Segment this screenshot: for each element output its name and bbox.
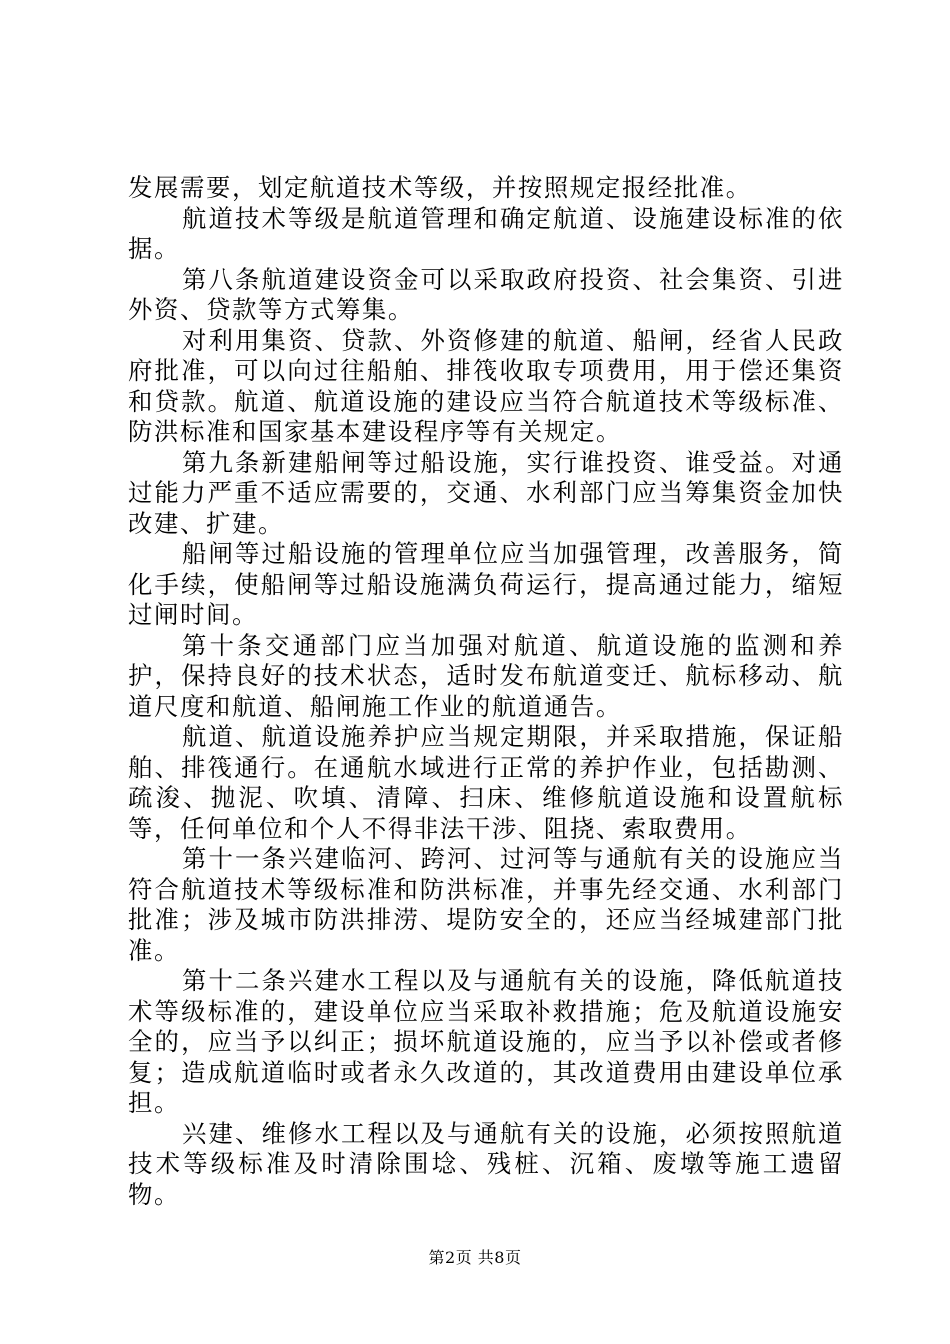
paragraph-2: 航道技术等级是航道管理和确定航道、设施建设标准的依据。 xyxy=(128,203,844,263)
paragraph-8: 航道、航道设施养护应当规定期限，并采取措施，保证船舶、排筏通行。在通航水域进行正常的养护作业，包括勘测、疏浚、抛泥、吹填、清障、扫床、维修航道设施和设置航标等，任何单位和个人不得非法干涉、阻挠、索取费用。 xyxy=(128,722,844,843)
page-number-label: 第2页 共8页 xyxy=(428,1248,522,1267)
paragraph-4: 对利用集资、贷款、外资修建的航道、船闸，经省人民政府批准，可以向过往船舶、排筏收取专项费用，用于偿还集资和贷款。航道、航道设施的建设应当符合航道技术等级标准、防洪标准和国家基本建设程序等有关规定。 xyxy=(128,325,844,446)
paragraph-1: 发展需要，划定航道技术等级，并按照规定报经批准。 xyxy=(128,173,752,202)
paragraph-6: 船闸等过船设施的管理单位应当加强管理，改善服务，简化手续，使船闸等过船设施满负荷运行，提高通过能力，缩短过闸时间。 xyxy=(128,539,844,629)
paragraph-11: 兴建、维修水工程以及与通航有关的设施，必须按照航道技术等级标准及时清除围埝、残桩、沉箱、废墩等施工遗留物。 xyxy=(128,1118,844,1209)
document-body xyxy=(128,173,844,1210)
paragraph-10: 第十二条兴建水工程以及与通航有关的设施，降低航道技术等级标准的，建设单位应当采取补救措施；危及航道设施安全的，应当予以纠正；损坏航道设施的，应当予以补偿或者修复；造成航道临时或者永久改道的，其改道费用由建设单位承担。 xyxy=(128,966,844,1117)
paragraph-9: 第十一条兴建临河、跨河、过河等与通航有关的设施应当符合航道技术等级标准和防洪标准，并事先经交通、水利部门批准；涉及城市防洪排涝、堤防安全的，还应当经城建部门批准。 xyxy=(128,844,844,965)
paragraph-3: 第八条航道建设资金可以采取政府投资、社会集资、引进外资、贷款等方式筹集。 xyxy=(128,264,844,324)
paragraph-7: 第十条交通部门应当加强对航道、航道设施的监测和养护，保持良好的技术状态，适时发布航道变迁、航标移动、航道尺度和航道、船闸施工作业的航道通告。 xyxy=(128,630,844,721)
page-footer xyxy=(0,1245,950,1268)
paragraph-5: 第九条新建船闸等过船设施，实行谁投资、谁受益。对通过能力严重不适应需要的，交通、水利部门应当筹集资金加快改建、扩建。 xyxy=(128,447,844,538)
